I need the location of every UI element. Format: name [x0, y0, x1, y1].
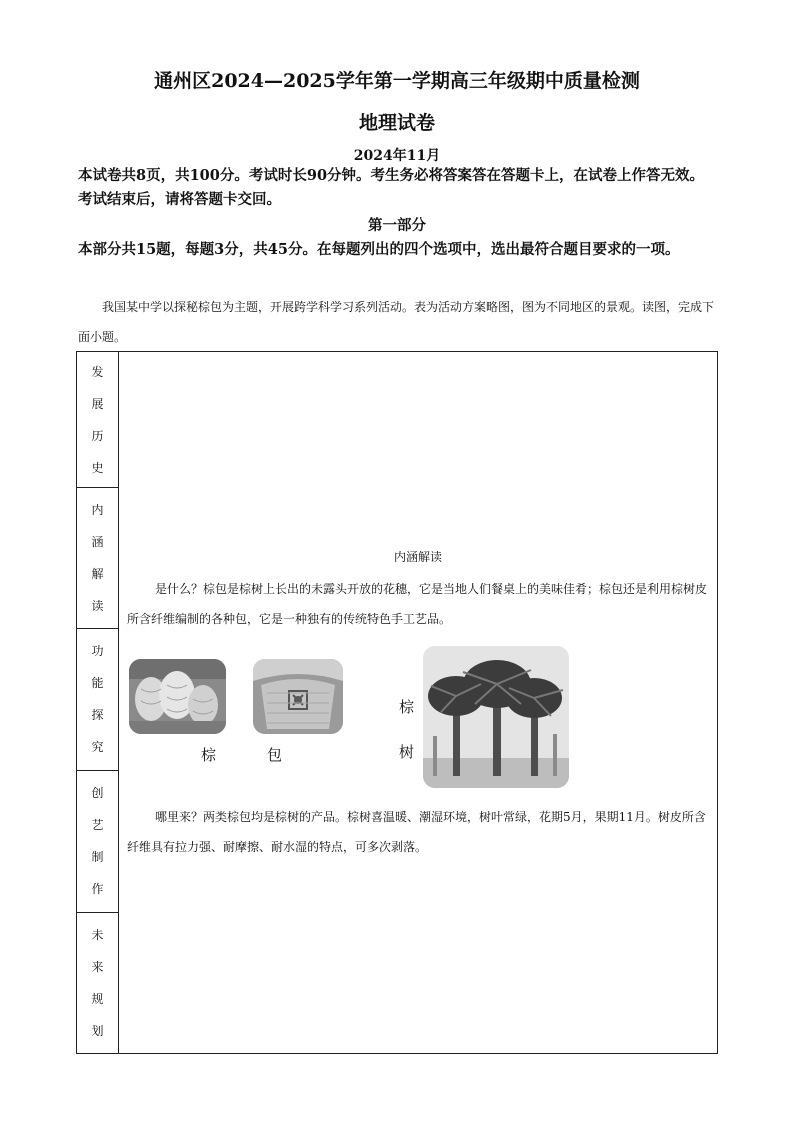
row-label-history: 发 展 历 史	[77, 352, 119, 488]
content-paragraph-1: 是什么？棕包是棕树上长出的未露头开放的花穗，它是当地人们餐桌上的美味佳肴；棕包还是利用棕树皮所含纤维编制的各种包，它是一种独有的传统特色手工艺品。	[127, 582, 708, 626]
palm-bag-photo	[253, 659, 343, 734]
row-label-function: 功 能 探 究	[77, 629, 119, 770]
activity-plan-table	[76, 351, 718, 1054]
part-intro: 本部分共15题，每题3分，共45分。在每题列出的四个选项中，选出最符合题目要求的一项。	[78, 241, 680, 258]
label-palm-char1: 棕	[201, 746, 217, 764]
row-label-craft: 创 艺 制 作	[77, 770, 119, 912]
label-palm-char2: 包	[267, 746, 283, 764]
subject-title: 地理试卷	[358, 112, 435, 134]
exam-title: 通州区2024—2025学年第一学期高三年级期中质量检测	[154, 70, 640, 92]
palm-tree-photo	[423, 646, 569, 788]
content-heading: 内涵解读	[393, 550, 442, 564]
row-label-future: 未 来 规 划	[77, 912, 119, 1053]
part-title: 第一部分	[368, 217, 426, 234]
question-intro: 我国某中学以探秘棕包为主题，开展跨学科学习系列活动。表为活动方案略图，图为不同地区的景观。读图，完成下面小题。	[78, 300, 715, 344]
exam-instructions: 本试卷共8页，共100分。考试时长90分钟。考生务必将答案答在答题卡上，在试卷上作答无效。考试结束后，请将答题卡交回。	[78, 167, 705, 208]
row-label-meaning: 内 涵 解 读	[77, 488, 119, 629]
palm-flower-photo	[129, 659, 226, 734]
plan-content	[119, 352, 718, 1054]
label-tree-char1: 棕	[399, 698, 415, 716]
exam-date: 2024年11月	[353, 148, 441, 164]
content-paragraph-2: 哪里来？两类棕包均是棕树的产品。棕树喜温暖、潮湿环境，树叶常绿，花期5月，果期11月。树皮所含纤维具有拉力强、耐摩擦、耐水湿的特点，可多次剥落。	[127, 810, 706, 854]
label-tree-char2: 树	[399, 743, 415, 761]
